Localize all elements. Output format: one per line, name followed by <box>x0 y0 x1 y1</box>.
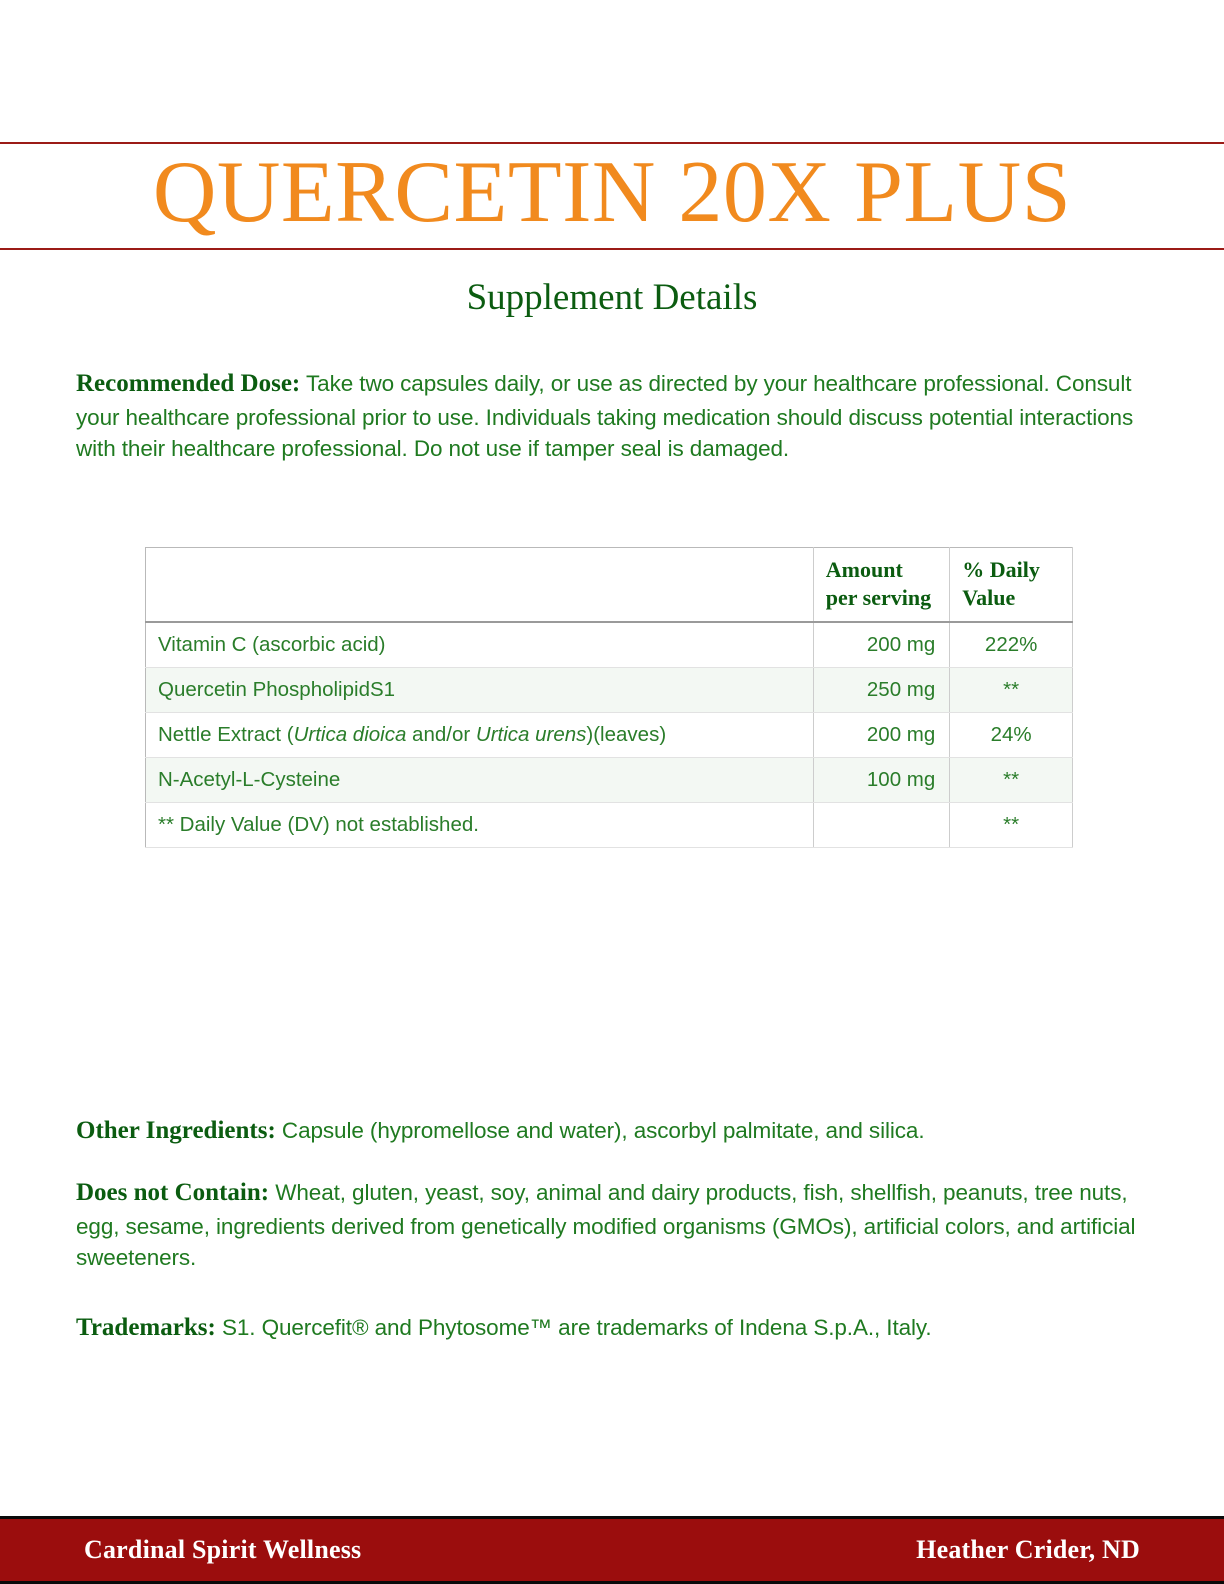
header-amount-line2: per serving <box>825 585 932 611</box>
cell-ingredient-name: Quercetin PhospholipidS1 <box>146 668 814 713</box>
cell-amount: 200 mg <box>813 713 950 758</box>
nettle-latin-1: Urtica dioica <box>293 723 407 747</box>
table-row <box>146 622 1073 668</box>
page-title: QUERCETIN 20X PLUS <box>152 144 1072 241</box>
cell-amount <box>813 803 950 848</box>
cell-amount: 100 mg <box>813 758 950 803</box>
recommended-dose-text: Take two capsules daily, or use as directed by your healthcare professional. Consult your healthcare professional prior to use. Individuals taking medication should discuss potential interactions with their healthcare professional. Do not use if tamper seal is damaged. <box>76 371 1134 462</box>
footer-company-name: Cardinal Spirit Wellness <box>84 1535 362 1564</box>
nettle-name-mid: and/or <box>406 723 476 747</box>
table-row <box>146 668 1073 713</box>
table-row <box>146 713 1073 758</box>
other-ingredients-paragraph <box>76 1113 1148 1149</box>
header-amount-line1: Amount <box>825 557 903 582</box>
cell-daily-value: 222% <box>950 622 1073 668</box>
nettle-latin-2: Urtica urens <box>475 723 587 747</box>
trademarks-paragraph <box>76 1310 1148 1346</box>
trademarks-text: S1. Quercefit® and Phytosome™ are trademarks of Indena S.p.A., Italy. <box>215 1315 932 1340</box>
cell-ingredient-name: N-Acetyl-L-Cysteine <box>146 758 814 803</box>
table-header <box>146 548 1073 623</box>
does-not-contain-paragraph <box>76 1175 1148 1274</box>
table-row <box>146 758 1073 803</box>
table-row-footnote <box>146 803 1073 848</box>
table-header-row <box>146 548 1073 623</box>
recommended-dose-paragraph <box>76 366 1148 465</box>
cell-daily-value: 24% <box>950 713 1073 758</box>
other-ingredients-label: Other Ingredients: <box>76 1117 276 1144</box>
page-subtitle: Supplement Details <box>466 277 758 318</box>
nettle-name-pre: Nettle Extract ( <box>158 723 294 747</box>
title-band <box>0 144 1224 248</box>
footer-practitioner-name: Heather Crider, ND <box>916 1535 1140 1564</box>
recommended-dose-label: Recommended Dose: <box>76 370 301 397</box>
cell-amount: 250 mg <box>813 668 950 713</box>
header-rule-bottom <box>0 248 1224 250</box>
cell-daily-value: ** <box>950 803 1073 848</box>
table-body <box>146 622 1073 848</box>
nettle-name-post: )(leaves) <box>586 723 667 747</box>
cell-footnote: ** Daily Value (DV) not established. <box>146 803 814 848</box>
footer-bar <box>0 1516 1224 1584</box>
cell-daily-value: ** <box>950 668 1073 713</box>
document-header <box>0 142 1224 250</box>
header-dv-line1: % Daily <box>962 557 1040 582</box>
header-dv-line2: Value <box>962 585 1016 611</box>
header-cell-daily-value <box>950 548 1073 623</box>
cell-ingredient-name <box>146 713 814 758</box>
does-not-contain-label: Does not Contain: <box>76 1179 270 1206</box>
other-ingredients-text: Capsule (hypromellose and water), ascorbyl palmitate, and silica. <box>275 1118 925 1143</box>
does-not-contain-text: Wheat, gluten, yeast, soy, animal and dairy products, fish, shellfish, peanuts, tree nuts, egg, sesame, ingredients derived from genetically modified organisms (GMOs), artificial colors, and artificial sweeteners. <box>76 1180 1136 1271</box>
trademarks-label: Trademarks: <box>76 1314 216 1341</box>
cell-amount: 200 mg <box>813 622 950 668</box>
cell-ingredient-name: Vitamin C (ascorbic acid) <box>146 622 814 668</box>
header-cell-name <box>146 548 814 623</box>
header-cell-amount <box>813 548 950 623</box>
cell-daily-value: ** <box>950 758 1073 803</box>
supplement-facts-table <box>145 547 1073 848</box>
